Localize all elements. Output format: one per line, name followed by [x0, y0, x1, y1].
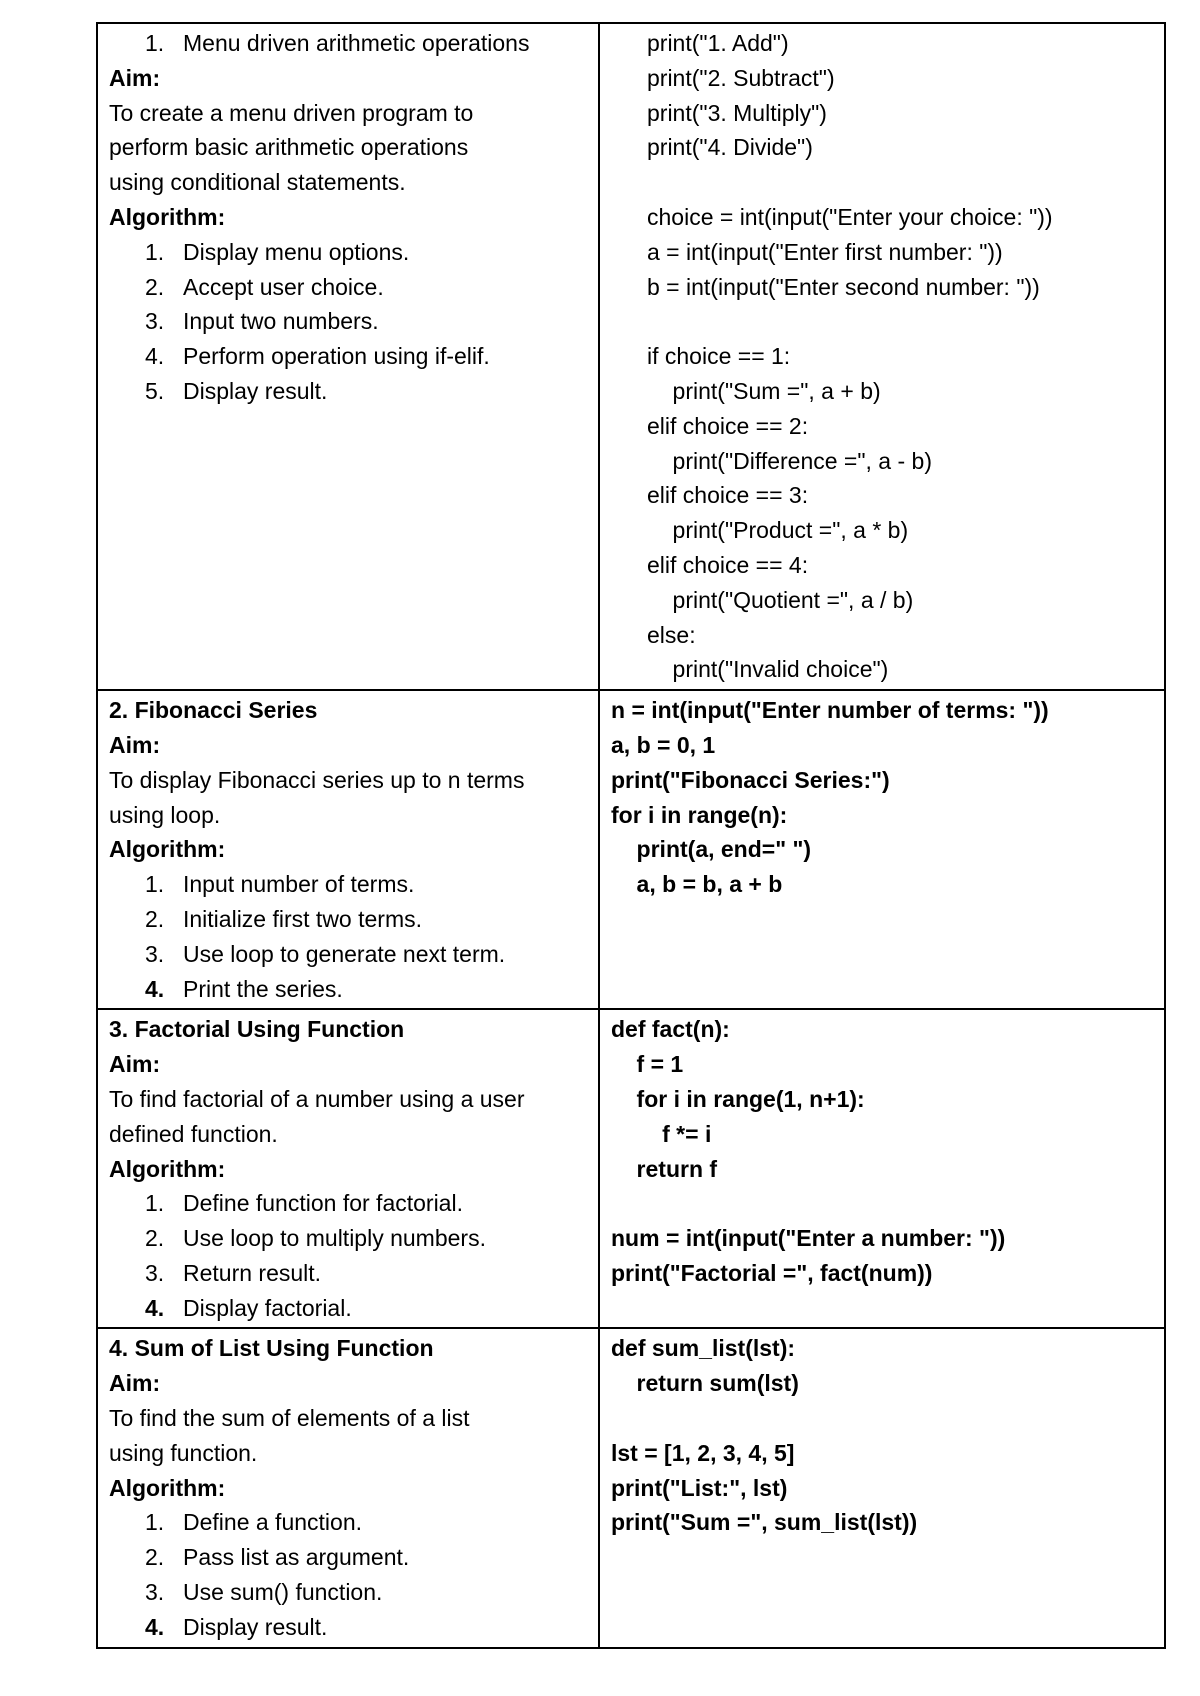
step: 5. Display result. [145, 377, 328, 404]
code-line: f *= i [611, 1120, 712, 1147]
step: 2. Initialize first two terms. [145, 905, 422, 932]
code-line: def sum_list(lst): [611, 1335, 796, 1362]
code-line: b = int(input("Enter second number: ")) [647, 273, 1040, 300]
programs-table [96, 22, 1166, 1649]
aim-line: perform basic arithmetic operations [109, 134, 469, 161]
aim-line: To create a menu driven program to [109, 99, 474, 126]
code-line: else: [647, 621, 696, 648]
code-line: a = int(input("Enter first number: ")) [647, 238, 1003, 265]
code-line: elif choice == 4: [647, 551, 809, 578]
step: 1. Define a function. [145, 1509, 363, 1536]
program-4-description [97, 1328, 599, 1647]
algorithm-label: Algorithm: [109, 203, 226, 230]
code-line: return f [611, 1155, 718, 1182]
code-line: return sum(lst) [611, 1370, 799, 1397]
program-1-description [97, 23, 599, 690]
code-line: print("Fibonacci Series:") [611, 766, 890, 793]
code-line: print("Difference =", a - b) [647, 447, 932, 474]
code-line: print("Sum =", a + b) [647, 377, 881, 404]
step: 1. Display menu options. [145, 238, 410, 265]
code-line: print(a, end=" ") [611, 836, 812, 863]
algorithm-steps [109, 235, 588, 409]
code-line: if choice == 1: [647, 343, 791, 370]
program-title: 1. Menu driven arithmetic operations [145, 30, 530, 56]
code-line: print("Factorial =", fact(num)) [611, 1259, 933, 1286]
code-line: print("Quotient =", a / b) [647, 586, 914, 613]
algorithm-steps [109, 1505, 588, 1644]
algorithm-label: Algorithm: [109, 1155, 226, 1182]
aim-label: Aim: [109, 1370, 161, 1397]
step: 1. Define function for factorial. [145, 1190, 463, 1217]
program-2-code [599, 690, 1165, 1009]
aim-label: Aim: [109, 731, 161, 758]
program-1-code [599, 23, 1165, 690]
step: 3. Use sum() function. [145, 1579, 383, 1606]
program-3-description [97, 1009, 599, 1328]
code-line: num = int(input("Enter a number: ")) [611, 1225, 1006, 1252]
code-line: print("3. Multiply") [647, 99, 827, 126]
code-line: print("List:", lst) [611, 1474, 788, 1501]
aim-line: using function. [109, 1439, 258, 1466]
code-line: print("Sum =", sum_list(lst)) [611, 1509, 918, 1536]
algorithm-label: Algorithm: [109, 1474, 226, 1501]
code-line: elif choice == 2: [647, 412, 809, 439]
code-line [647, 165, 1154, 200]
program-row-1 [97, 23, 1165, 690]
code-line: f = 1 [611, 1051, 684, 1078]
code-line: print("2. Subtract") [647, 64, 835, 91]
step: 2. Use loop to multiply numbers. [145, 1225, 486, 1252]
aim-line: using loop. [109, 801, 221, 828]
step: 2. Pass list as argument. [145, 1544, 410, 1571]
program-2-description [97, 690, 599, 1009]
aim-line: To find the sum of elements of a list [109, 1405, 470, 1432]
aim-label: Aim: [109, 64, 161, 91]
code-line: print("Invalid choice") [647, 656, 889, 683]
step: 4. Print the series. [145, 975, 343, 1002]
aim-label: Aim: [109, 1051, 161, 1078]
code-line [611, 1186, 1154, 1221]
algorithm-steps [109, 1186, 588, 1325]
step: 4. Perform operation using if-elif. [145, 343, 490, 370]
code-line: elif choice == 3: [647, 482, 809, 509]
code-line: print("Product =", a * b) [647, 517, 909, 544]
algorithm-steps [109, 867, 588, 1006]
code-line: choice = int(input("Enter your choice: ")) [647, 203, 1053, 230]
program-title: 3. Factorial Using Function [109, 1016, 405, 1043]
program-row-3 [97, 1009, 1165, 1328]
code-line [611, 1401, 1154, 1436]
program-row-4 [97, 1328, 1165, 1647]
program-title: 4. Sum of List Using Function [109, 1335, 434, 1362]
step: 4. Display result. [145, 1613, 328, 1640]
step: 3. Input two numbers. [145, 308, 379, 335]
aim-line: To find factorial of a number using a user [109, 1085, 525, 1112]
step: 3. Return result. [145, 1259, 322, 1286]
code-line: for i in range(1, n+1): [611, 1085, 865, 1112]
aim-line: To display Fibonacci series up to n terms [109, 766, 525, 793]
code-line: lst = [1, 2, 3, 4, 5] [611, 1439, 795, 1466]
program-title: 2. Fibonacci Series [109, 697, 318, 724]
step: 2. Accept user choice. [145, 273, 384, 300]
code-line: a, b = 0, 1 [611, 731, 716, 758]
code-line: n = int(input("Enter number of terms: ")) [611, 697, 1049, 724]
step: 3. Use loop to generate next term. [145, 940, 506, 967]
step: 4. Display factorial. [145, 1294, 352, 1321]
aim-line: defined function. [109, 1120, 278, 1147]
program-row-2 [97, 690, 1165, 1009]
program-3-code [599, 1009, 1165, 1328]
code-line [647, 304, 1154, 339]
algorithm-label: Algorithm: [109, 836, 226, 863]
code-line: print("1. Add") [647, 30, 789, 56]
code-line: def fact(n): [611, 1016, 730, 1043]
program-4-code [599, 1328, 1165, 1647]
code-line: print("4. Divide") [647, 134, 813, 161]
code-line: for i in range(n): [611, 801, 788, 828]
code-line: a, b = b, a + b [611, 871, 783, 898]
aim-line: using conditional statements. [109, 169, 406, 196]
step: 1. Input number of terms. [145, 871, 415, 898]
